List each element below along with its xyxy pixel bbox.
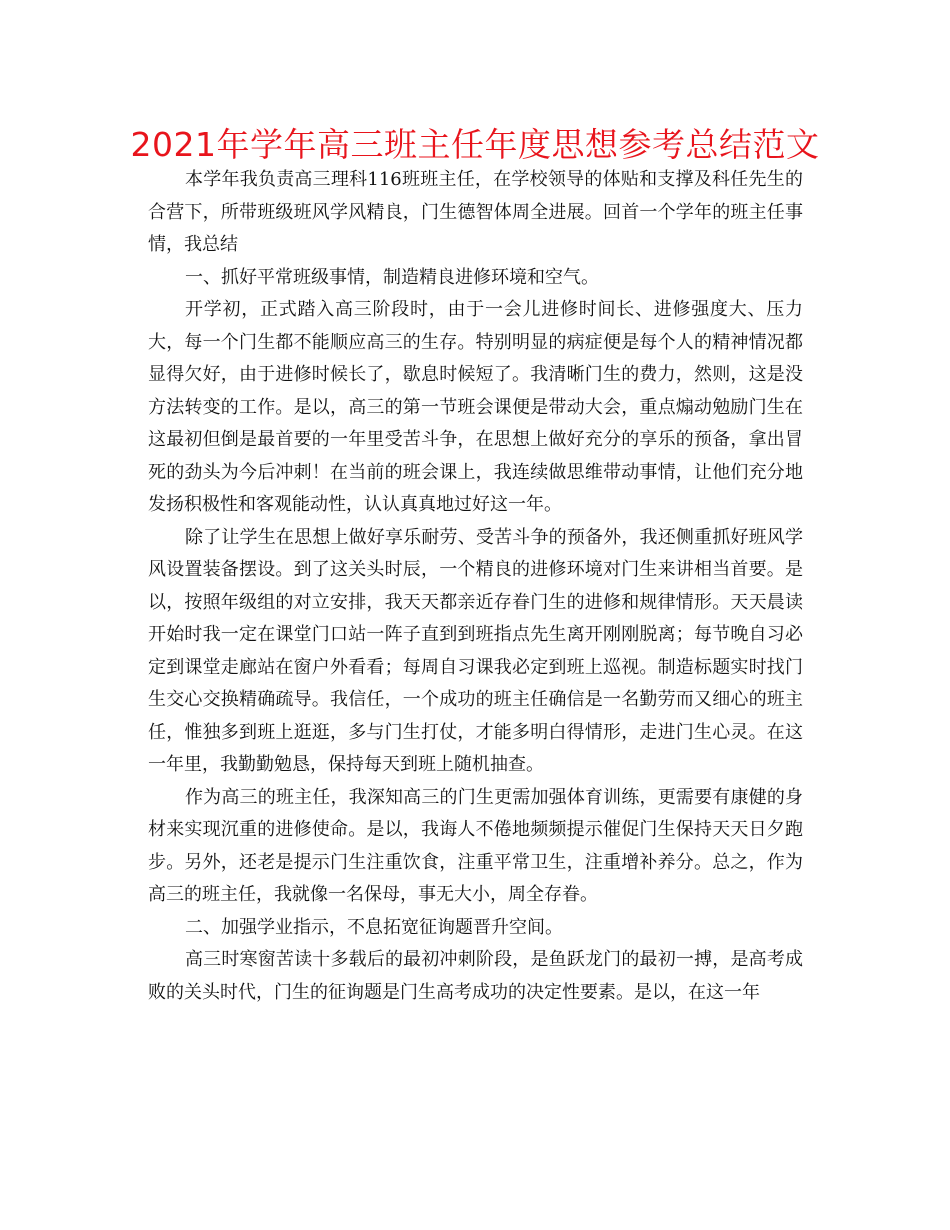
section-heading-2: 二、加强学业指示，不息拓宽征询题晋升空间。 — [185, 916, 563, 938]
section-heading-1: 一、抓好平常班级事情，制造精良进修环境和空气。 — [185, 266, 599, 288]
paragraph-health: 作为高三的班主任，我深知高三的门生更需加强体育训练，更需要有康健的身材来实现沉重的进修使命。是以，我诲人不倦地频频提示催促门生保持天天日夕跑步。另外，还老是提示门生注重饮食，注重平常卫生，注重增补养分。总之，作为高三的班主任，我就像一名保母，事无大小，周全存眷。 — [148, 786, 803, 905]
paragraph-class-discipline: 除了让学生在思想上做好享乐耐劳、受苦斗争的预备外，我还侧重抓好班风学风设置装备摆设。到了这关头时辰，一个精良的进修环境对门生来讲相当首要。是以，按照年级组的对立安排，我天天都亲近存眷门生的进修和规律情形。天天晨读开始时我一定在课堂门口站一阵子直到到班指点先生离开刚刚脱离；每节晚自习必定到课堂走廊站在窗户外看看；每周自习课我必定到班上巡视。制造标题实时找门生交心交换精确疏导。我信任，一个成功的班主任确信是一名勤劳而又细心的班主任，惟独多到班上逛逛，多与门生打仗，才能多明白得情形，走进门生心灵。在这一年里，我勤勤勉恳，保持每天到班上随机抽查。 — [148, 526, 803, 775]
paragraph-academic: 高三时寒窗苦读十多载后的最初冲刺阶段，是鱼跃龙门的最初一搏，是高考成败的关头时代，门生的征询题是门生高考成功的决定性要素。是以，在这一年 — [148, 949, 803, 1003]
paragraph-intro: 本学年我负责高三理科116班班主任，在学校领导的体贴和支撑及科任先生的合营下，所带班级班风学风精良，门生德智体周全进展。回首一个学年的班主任事情，我总结 — [148, 169, 803, 255]
paragraph-start-of-term: 开学初，正式踏入高三阶段时，由于一会儿进修时间长、进修强度大、压力大，每一个门生都不能顺应高三的生存。特别明显的病症便是每个人的精神情况都显得欠好，由于进修时候长了，歇息时候短了。我清晰门生的费力，然则，这是没方法转变的工作。是以，高三的第一节班会课便是带动大会，重点煽动勉励门生在这最初但倒是最首要的一年里受苦斗争，在思想上做好充分的享乐的预备，拿出冒死的劲头为今后冲刺！在当前的班会课上，我连续做思维带动事情，让他们充分地发扬积极性和客观能动性，认认真真地过好这一年。 — [148, 299, 803, 515]
document-body — [148, 164, 803, 1009]
document-title: 2021年学年高三班主任年度思想参考总结范文 — [130, 125, 820, 164]
